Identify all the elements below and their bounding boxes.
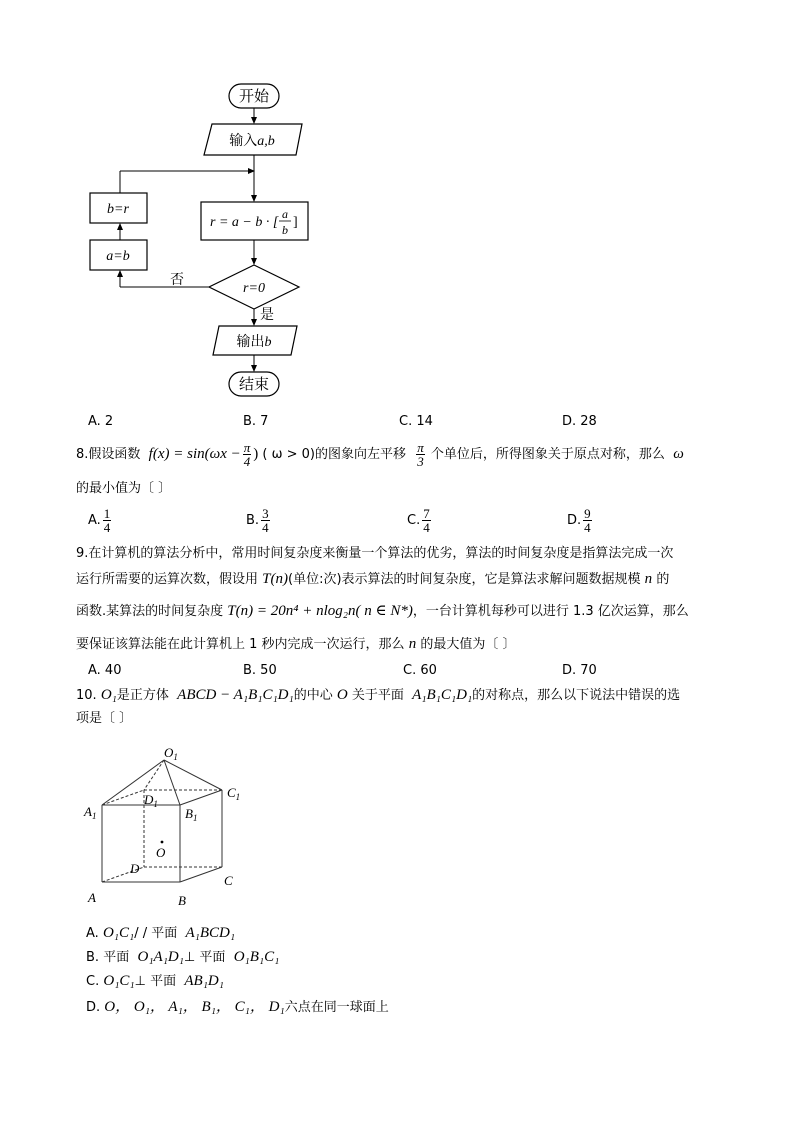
- q9-line3: 函数.某算法的时间复杂度 T(n) = 20n⁴ + nlog₂n( n ∈ N*)，一台计算机每秒可以进行 1.3 亿次运算，那么: [76, 603, 689, 619]
- label-D: D: [130, 861, 140, 876]
- q8-option-b: B. $\frac{3}{4}$: [246, 506, 269, 535]
- r-close: ]: [293, 215, 298, 230]
- q10-option-c: C. O₁C₁⊥ 平面 AB₁D₁: [86, 973, 224, 989]
- q7-option-c: C. 14: [399, 414, 433, 429]
- r-frac-den: b: [282, 223, 288, 237]
- q7-option-a: A. 2: [88, 414, 114, 429]
- cond-label: r=0: [243, 281, 265, 296]
- q9-line4: 要保证该算法能在此计算机上 1 秒内完成一次运行，那么 n 的最大值为〔 〕: [76, 636, 516, 652]
- output-label: 输出b: [236, 334, 272, 350]
- q9-option-b: B. 50: [243, 663, 277, 678]
- r-frac-num: a: [282, 207, 288, 221]
- label-A: A: [88, 890, 96, 905]
- label-C: C: [224, 873, 233, 888]
- label-O1: $O_1$: [164, 745, 178, 762]
- label-B: B: [178, 893, 186, 908]
- q10-option-b: B. 平面 O₁A₁D₁⊥ 平面 O₁B₁C₁: [86, 949, 280, 965]
- q9-line1: 9.在计算机的算法分析中，常用时间复杂度来衡量一个算法的优劣，算法的时间复杂度是指算法完成一次: [76, 546, 674, 561]
- cube-figure: [80, 740, 250, 910]
- q7-option-d: D. 28: [562, 414, 597, 429]
- q9-option-c: C. 60: [403, 663, 437, 678]
- q8-line2: 的最小值为〔 〕: [76, 481, 172, 496]
- end-label: 结束: [238, 377, 270, 393]
- input-label: 输入a,b: [229, 133, 275, 149]
- r-assign-label: r = a − b · [: [210, 215, 279, 230]
- q10-line1: 10. O₁是正方体 ABCD − A₁B₁C₁D₁的中心 O 关于平面 A₁B₁C₁D₁的对称点，那么以下说法中错误的选: [76, 687, 681, 703]
- q9-line2: 运行所需要的运算次数，假设用 T(n)(单位:次)表示算法的时间复杂度，它是算法求解问题数据规模 n 的: [76, 571, 670, 587]
- q7-option-b: B. 7: [243, 414, 269, 429]
- q8-line1: 8.假设函数 f(x) = sin(ωx − $\frac{\pi}{4}$ ) ( ω > 0)的图象向左平移 $\frac{\pi}{3}$ 个单位后，所得图象关于原点对称，那么 ω: [76, 440, 684, 469]
- no-label: 否: [170, 273, 184, 288]
- flowchart: [80, 80, 320, 400]
- q10-option-a: A. O₁C₁/ / 平面 A₁BCD₁: [86, 925, 236, 941]
- q8-option-a: A. $\frac{1}{4}$: [88, 506, 111, 535]
- start-label: 开始: [238, 89, 270, 105]
- label-D1: $D_1$: [144, 792, 158, 809]
- yes-label: 是: [260, 308, 274, 323]
- q9-option-a: A. 40: [88, 663, 122, 678]
- q10-option-d: D. O， O₁， A₁， B₁， C₁， D₁六点在同一球面上: [86, 999, 389, 1015]
- center-point: [161, 841, 164, 844]
- q8-option-d: D. $\frac{9}{4}$: [567, 506, 591, 535]
- label-A1: $A_1$: [84, 804, 97, 821]
- q8-option-c: C. $\frac{7}{4}$: [407, 506, 430, 535]
- q9-option-d: D. 70: [562, 663, 597, 678]
- label-B1: $B_1$: [185, 806, 198, 823]
- b-eq-r-label: b=r: [107, 202, 129, 217]
- label-C1: $C_1$: [227, 785, 241, 802]
- q10-line2: 项是〔 〕: [76, 711, 133, 726]
- label-O: O: [156, 845, 166, 860]
- a-eq-b-label: a=b: [106, 249, 130, 264]
